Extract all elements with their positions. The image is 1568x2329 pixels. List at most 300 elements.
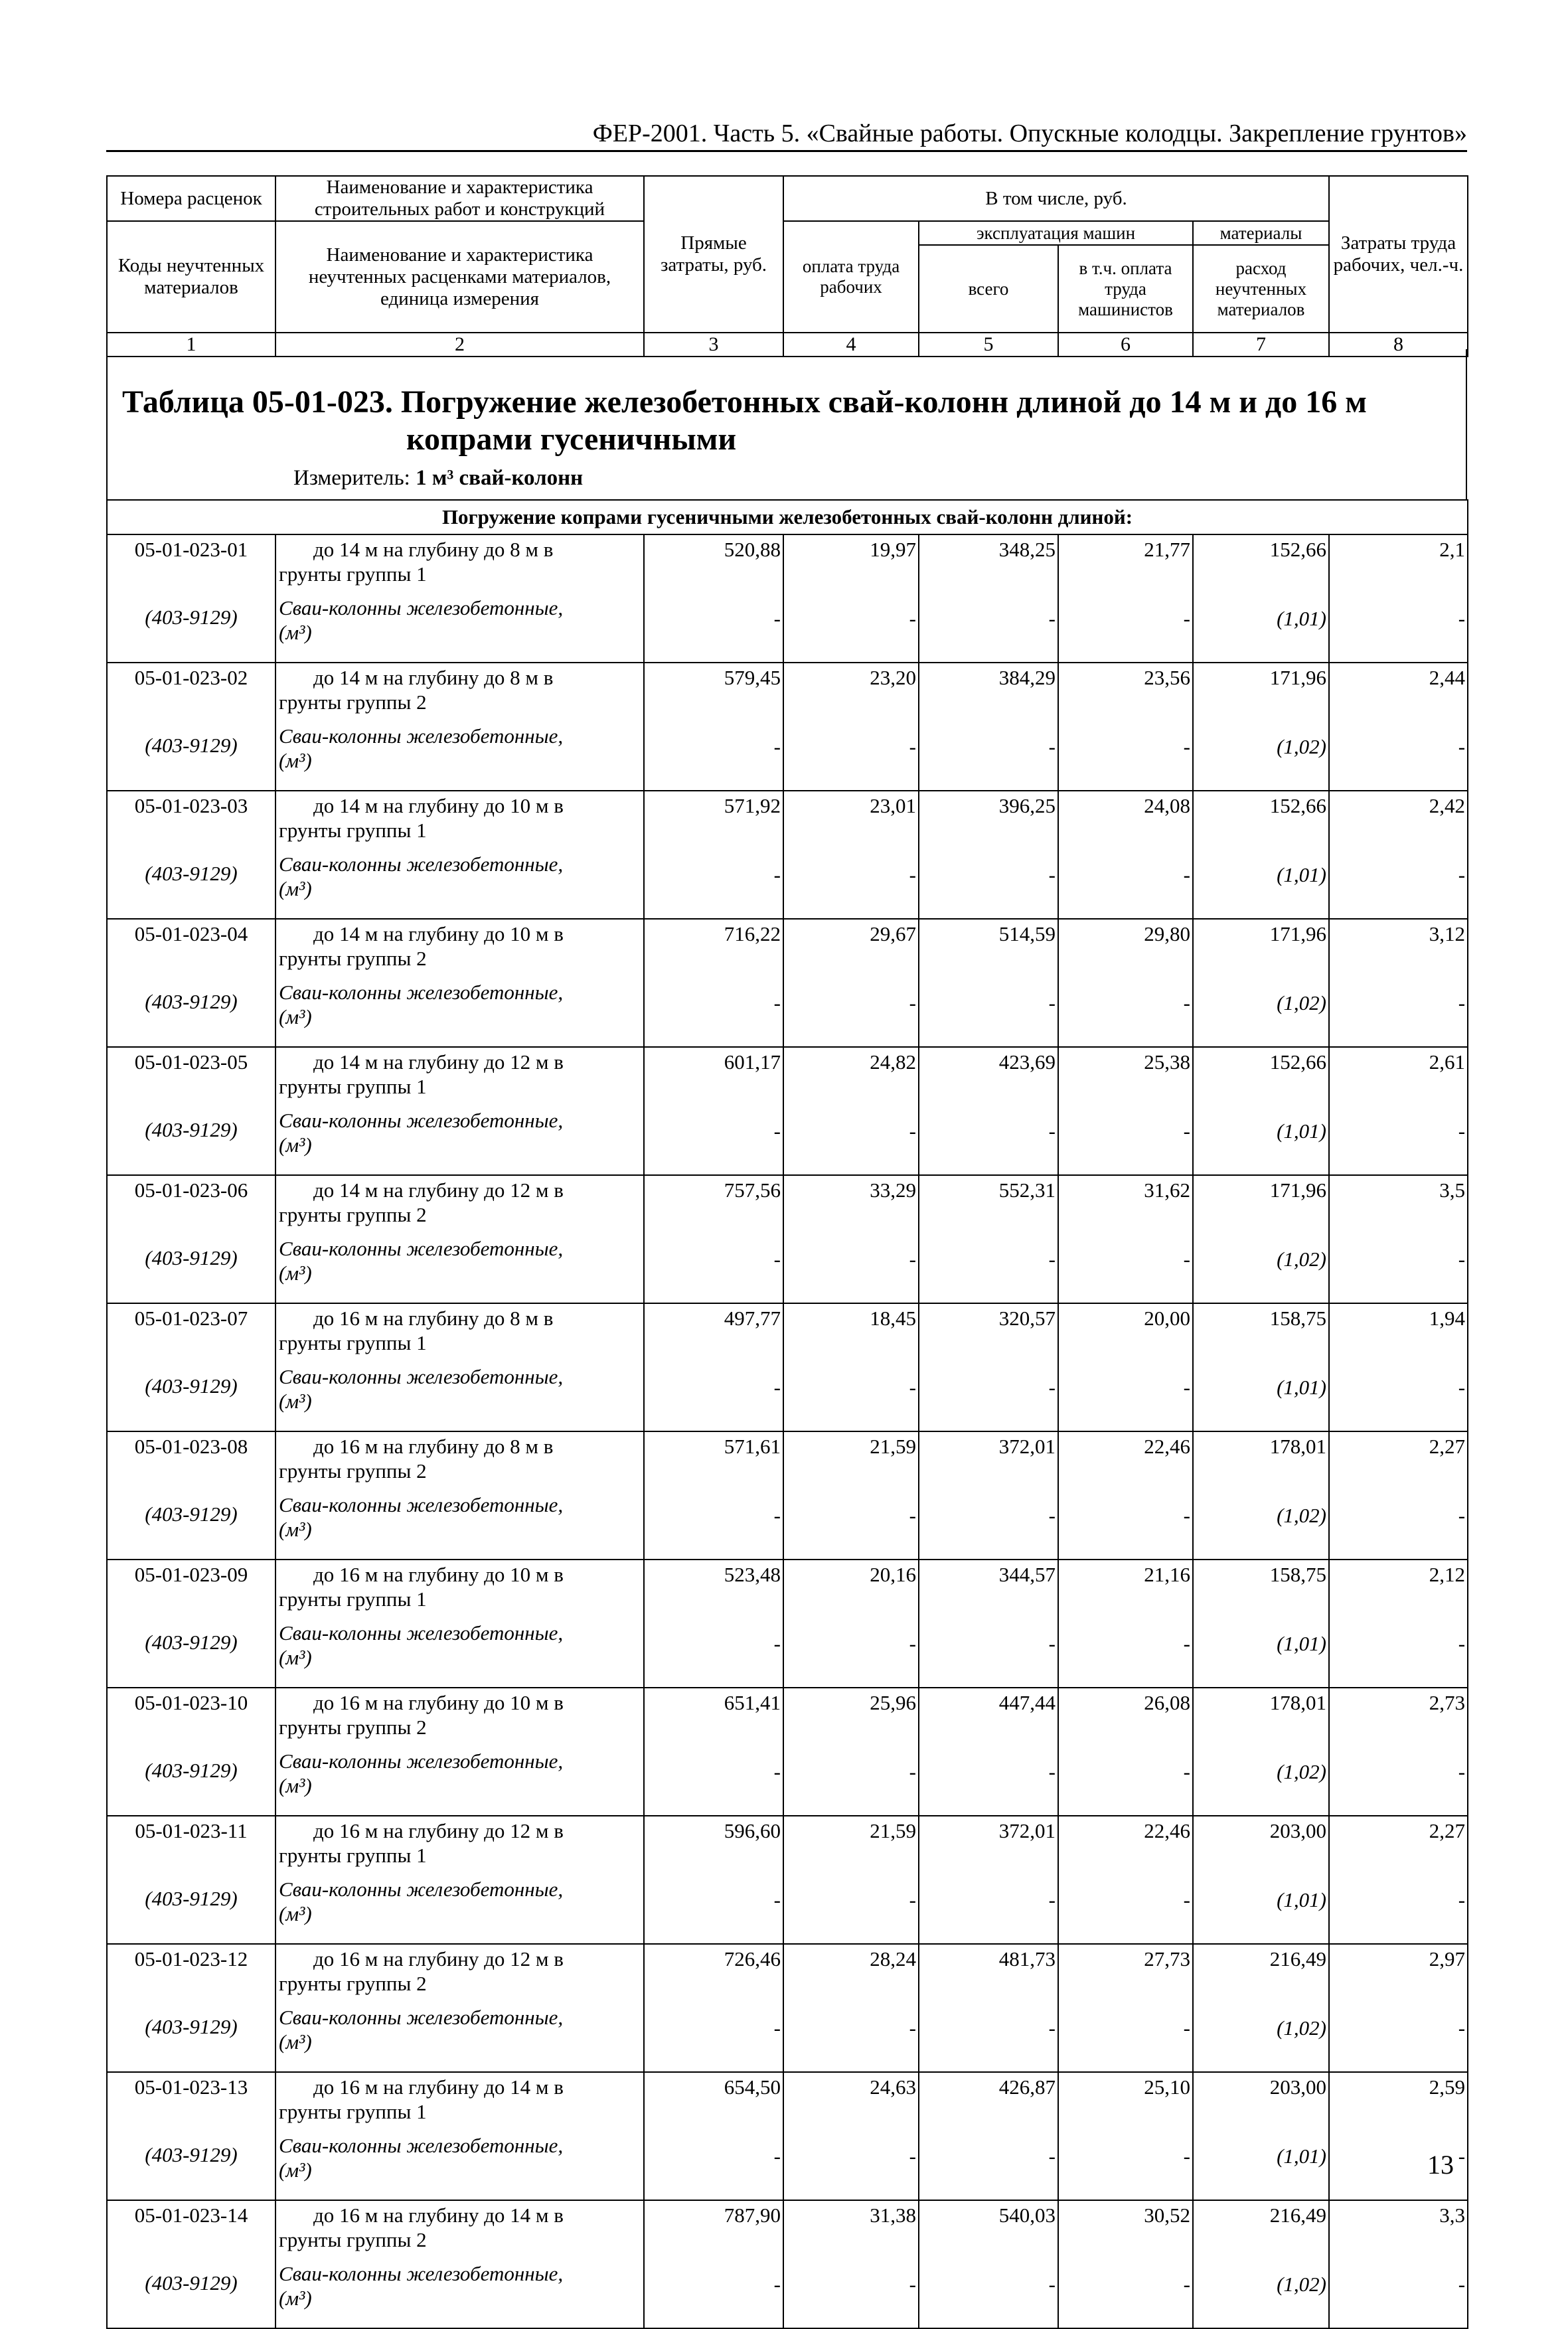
work-name [275, 2072, 644, 2128]
material-name [275, 975, 644, 1047]
header-group: В том числе, руб. [783, 176, 1329, 221]
machines-total: 540,03 [919, 2200, 1058, 2256]
table-row [107, 663, 1468, 718]
direct-costs: 787,90 [644, 2200, 783, 2256]
dash: - [919, 1743, 1058, 1816]
material-name [275, 2000, 644, 2072]
material-name [275, 718, 644, 791]
material-code: (403-9129) [107, 1103, 275, 1175]
material-name-line1: Сваи-колонны железобетонные, [279, 1365, 564, 1388]
machinist-wages: 26,08 [1058, 1688, 1193, 1743]
dash: - [644, 1359, 783, 1431]
dash: - [644, 1743, 783, 1816]
work-name-line2: грунты группы 1 [279, 1844, 427, 1867]
materials-cost: 152,66 [1193, 791, 1329, 846]
dash: - [783, 2128, 919, 2200]
material-row [107, 2000, 1468, 2072]
work-name-line1: до 14 м на глубину до 12 м в [313, 1178, 564, 1202]
machines-total: 447,44 [919, 1688, 1058, 1743]
labor-wages: 28,24 [783, 1944, 919, 2000]
dash: - [644, 975, 783, 1047]
material-name-line1: Сваи-колонны железобетонные, [279, 1878, 564, 1901]
material-name-line1: Сваи-колонны железобетонные, [279, 981, 564, 1004]
material-name-line1: Сваи-колонны железобетонные, [279, 596, 564, 619]
labor-hours: 3,5 [1329, 1175, 1468, 1231]
material-row [107, 1615, 1468, 1688]
column-number: 1 [107, 333, 275, 357]
work-name-line1: до 16 м на глубину до 8 м в [313, 1435, 554, 1458]
material-name [275, 2128, 644, 2200]
rate-code: 05-01-023-05 [107, 1047, 275, 1103]
material-code: (403-9129) [107, 1615, 275, 1688]
table-title-block [106, 349, 1467, 499]
dash: - [1329, 1743, 1468, 1816]
direct-costs: 571,92 [644, 791, 783, 846]
work-name-line1: до 16 м на глубину до 10 м в [313, 1563, 564, 1586]
dash: - [1329, 1231, 1468, 1303]
direct-costs: 520,88 [644, 534, 783, 590]
section-title: Погружение копрами гусеничными железобетонных свай-колонн длиной: [107, 500, 1468, 534]
machines-total: 372,01 [919, 1431, 1058, 1487]
machinist-wages: 22,46 [1058, 1816, 1193, 1872]
dash: - [1058, 1231, 1193, 1303]
dash: - [644, 590, 783, 663]
table-row [107, 2200, 1468, 2256]
material-name [275, 1487, 644, 1560]
material-quantity: (1,01) [1193, 1872, 1329, 1944]
materials-cost: 171,96 [1193, 663, 1329, 718]
machinist-wages: 29,80 [1058, 919, 1193, 975]
dash: - [783, 846, 919, 919]
rate-code: 05-01-023-04 [107, 919, 275, 975]
machines-total: 348,25 [919, 534, 1058, 590]
material-row [107, 1487, 1468, 1560]
materials-cost: 178,01 [1193, 1431, 1329, 1487]
work-name-line2: грунты группы 1 [279, 1075, 427, 1098]
work-name [275, 1816, 644, 1872]
material-row [107, 1359, 1468, 1431]
machines-total: 426,87 [919, 2072, 1058, 2128]
dash: - [644, 2256, 783, 2328]
rate-code: 05-01-023-07 [107, 1303, 275, 1359]
direct-costs: 726,46 [644, 1944, 783, 2000]
material-code: (403-9129) [107, 2128, 275, 2200]
machinist-wages: 27,73 [1058, 1944, 1193, 2000]
materials-cost: 171,96 [1193, 919, 1329, 975]
dash: - [783, 975, 919, 1047]
labor-hours: 2,61 [1329, 1047, 1468, 1103]
work-name [275, 1303, 644, 1359]
labor-wages: 33,29 [783, 1175, 919, 1231]
material-name [275, 1231, 644, 1303]
material-unit: (м³) [279, 1774, 312, 1797]
dash: - [644, 2000, 783, 2072]
work-name [275, 1944, 644, 2000]
material-unit: (м³) [279, 1518, 312, 1541]
material-unit: (м³) [279, 749, 312, 772]
material-name-line1: Сваи-колонны железобетонные, [279, 1621, 564, 1645]
machines-total: 320,57 [919, 1303, 1058, 1359]
labor-wages: 20,16 [783, 1560, 919, 1615]
work-name-line2: грунты группы 1 [279, 562, 427, 586]
rate-code: 05-01-023-09 [107, 1560, 275, 1615]
dash: - [919, 590, 1058, 663]
dash: - [644, 1231, 783, 1303]
labor-wages: 23,20 [783, 663, 919, 718]
material-name-line1: Сваи-колонны железобетонные, [279, 1109, 564, 1132]
dash: - [1058, 2000, 1193, 2072]
materials-cost: 216,49 [1193, 2200, 1329, 2256]
dash: - [783, 1103, 919, 1175]
dash: - [1058, 975, 1193, 1047]
table-row [107, 1688, 1468, 1743]
dash: - [1058, 1743, 1193, 1816]
material-name-line1: Сваи-колонны железобетонные, [279, 852, 564, 876]
material-unit: (м³) [279, 1646, 312, 1669]
dash: - [644, 846, 783, 919]
material-code: (403-9129) [107, 590, 275, 663]
column-number: 2 [275, 333, 644, 357]
rate-code: 05-01-023-06 [107, 1175, 275, 1231]
work-name-line2: грунты группы 1 [279, 1587, 427, 1611]
labor-hours: 2,44 [1329, 663, 1468, 718]
material-row [107, 1103, 1468, 1175]
labor-wages: 19,97 [783, 534, 919, 590]
dash: - [919, 1615, 1058, 1688]
material-name [275, 846, 644, 919]
column-number: 8 [1329, 333, 1468, 357]
labor-hours: 3,3 [1329, 2200, 1468, 2256]
material-unit: (м³) [279, 1390, 312, 1413]
material-unit: (м³) [279, 2158, 312, 2182]
table-row [107, 2072, 1468, 2128]
material-name [275, 590, 644, 663]
work-name-line1: до 14 м на глубину до 8 м в [313, 538, 554, 561]
direct-costs: 601,17 [644, 1047, 783, 1103]
work-name [275, 534, 644, 590]
direct-costs: 716,22 [644, 919, 783, 975]
machines-total: 344,57 [919, 1560, 1058, 1615]
header-col1-bottom: Коды неучтенных материалов [107, 221, 275, 333]
work-name-line1: до 16 м на глубину до 12 м в [313, 1947, 564, 1970]
dash: - [1058, 1103, 1193, 1175]
work-name-line2: грунты группы 2 [279, 1459, 427, 1483]
machines-total: 552,31 [919, 1175, 1058, 1231]
work-name [275, 791, 644, 846]
materials-cost: 178,01 [1193, 1688, 1329, 1743]
machinist-wages: 21,77 [1058, 534, 1193, 590]
table-row [107, 1431, 1468, 1487]
material-unit: (м³) [279, 1902, 312, 1925]
work-name [275, 1560, 644, 1615]
labor-wages: 21,59 [783, 1431, 919, 1487]
work-name-line2: грунты группы 2 [279, 947, 427, 970]
table-row [107, 1816, 1468, 1872]
materials-cost: 158,75 [1193, 1303, 1329, 1359]
material-code: (403-9129) [107, 2256, 275, 2328]
material-unit: (м³) [279, 621, 312, 644]
machinist-wages: 30,52 [1058, 2200, 1193, 2256]
dash: - [1058, 1359, 1193, 1431]
direct-costs: 654,50 [644, 2072, 783, 2128]
dash: - [919, 718, 1058, 791]
column-number: 3 [644, 333, 783, 357]
work-name-line1: до 16 м на глубину до 14 м в [313, 2204, 564, 2227]
material-row [107, 975, 1468, 1047]
dash: - [644, 2128, 783, 2200]
header-col1-top: Номера расценок [107, 176, 275, 221]
table-row [107, 1175, 1468, 1231]
labor-wages: 21,59 [783, 1816, 919, 1872]
table-row [107, 1560, 1468, 1615]
material-quantity: (1,02) [1193, 1487, 1329, 1560]
dash: - [783, 590, 919, 663]
material-quantity: (1,02) [1193, 2000, 1329, 2072]
dash: - [1329, 846, 1468, 919]
dash: - [783, 1872, 919, 1944]
dash: - [1329, 1872, 1468, 1944]
work-name [275, 2200, 644, 2256]
material-quantity: (1,01) [1193, 1615, 1329, 1688]
material-row [107, 1872, 1468, 1944]
rate-code: 05-01-023-02 [107, 663, 275, 718]
dash: - [783, 1231, 919, 1303]
material-quantity: (1,02) [1193, 1743, 1329, 1816]
page-number: 13 [1427, 2150, 1454, 2180]
material-code: (403-9129) [107, 718, 275, 791]
direct-costs: 523,48 [644, 1560, 783, 1615]
material-quantity: (1,01) [1193, 846, 1329, 919]
header-rule [106, 150, 1467, 152]
work-name-line1: до 14 м на глубину до 8 м в [313, 666, 554, 689]
material-unit: (м³) [279, 1005, 312, 1028]
work-name-line1: до 16 м на глубину до 10 м в [313, 1691, 564, 1714]
table-row [107, 791, 1468, 846]
header-machines: эксплуатация машин [919, 221, 1193, 245]
materials-cost: 171,96 [1193, 1175, 1329, 1231]
dash: - [919, 846, 1058, 919]
direct-costs: 579,45 [644, 663, 783, 718]
dash: - [919, 1231, 1058, 1303]
table-row [107, 1303, 1468, 1359]
material-quantity: (1,01) [1193, 2128, 1329, 2200]
materials-cost: 203,00 [1193, 2072, 1329, 2128]
dash: - [783, 2000, 919, 2072]
material-code: (403-9129) [107, 1743, 275, 1816]
dash: - [1058, 590, 1193, 663]
material-row [107, 2256, 1468, 2328]
machinist-wages: 20,00 [1058, 1303, 1193, 1359]
labor-hours: 2,27 [1329, 1431, 1468, 1487]
dash: - [1329, 1359, 1468, 1431]
material-quantity: (1,01) [1193, 590, 1329, 663]
work-name [275, 1431, 644, 1487]
material-row [107, 1743, 1468, 1816]
material-row [107, 590, 1468, 663]
direct-costs: 596,60 [644, 1816, 783, 1872]
material-unit: (м³) [279, 2287, 312, 2310]
labor-hours: 2,1 [1329, 534, 1468, 590]
machinist-wages: 23,56 [1058, 663, 1193, 718]
column-number: 5 [919, 333, 1058, 357]
direct-costs: 651,41 [644, 1688, 783, 1743]
labor-wages: 24,63 [783, 2072, 919, 2128]
measure-value: 1 м³ свай-колонн [416, 466, 584, 490]
materials-cost: 152,66 [1193, 534, 1329, 590]
column-number: 4 [783, 333, 919, 357]
material-unit: (м³) [279, 2030, 312, 2053]
rate-code: 05-01-023-14 [107, 2200, 275, 2256]
rate-code: 05-01-023-08 [107, 1431, 275, 1487]
dash: - [1058, 2256, 1193, 2328]
direct-costs: 757,56 [644, 1175, 783, 1231]
labor-wages: 24,82 [783, 1047, 919, 1103]
dash: - [783, 718, 919, 791]
machines-total: 372,01 [919, 1816, 1058, 1872]
material-quantity: (1,01) [1193, 1359, 1329, 1431]
material-row [107, 718, 1468, 791]
dash: - [1058, 1872, 1193, 1944]
dash: - [783, 1743, 919, 1816]
materials-cost: 158,75 [1193, 1560, 1329, 1615]
material-code: (403-9129) [107, 1487, 275, 1560]
dash: - [1329, 1487, 1468, 1560]
material-name-line1: Сваи-колонны железобетонные, [279, 1749, 564, 1773]
dash: - [919, 2128, 1058, 2200]
work-name-line2: грунты группы 2 [279, 2228, 427, 2251]
measure-unit [293, 465, 583, 491]
header-col2-bottom: Наименование и характеристика неучтенных расценками материалов, единица измерения [275, 221, 644, 333]
material-unit: (м³) [279, 877, 312, 900]
running-header: ФЕР-2001. Часть 5. «Свайные работы. Опускные колодцы. Закрепление грунтов» [592, 120, 1467, 147]
machines-total: 481,73 [919, 1944, 1058, 2000]
header-col4: оплата труда рабочих [783, 221, 919, 333]
material-quantity: (1,02) [1193, 975, 1329, 1047]
dash: - [1329, 1615, 1468, 1688]
labor-hours: 1,94 [1329, 1303, 1468, 1359]
header-col7: расход неучтенных материалов [1193, 245, 1329, 333]
dash: - [644, 1872, 783, 1944]
labor-hours: 2,27 [1329, 1816, 1468, 1872]
work-name-line1: до 16 м на глубину до 12 м в [313, 1819, 564, 1842]
dash: - [1329, 718, 1468, 791]
work-name [275, 663, 644, 718]
labor-wages: 25,96 [783, 1688, 919, 1743]
machines-total: 423,69 [919, 1047, 1058, 1103]
material-name-line1: Сваи-колонны железобетонные, [279, 2006, 564, 2029]
work-name [275, 1047, 644, 1103]
work-name-line1: до 14 м на глубину до 10 м в [313, 794, 564, 817]
material-name-line1: Сваи-колонны железобетонные, [279, 1237, 564, 1260]
work-name-line1: до 14 м на глубину до 12 м в [313, 1050, 564, 1074]
work-name-line2: грунты группы 1 [279, 2100, 427, 2123]
labor-wages: 29,67 [783, 919, 919, 975]
material-code: (403-9129) [107, 846, 275, 919]
work-name-line2: грунты группы 1 [279, 819, 427, 842]
material-unit: (м³) [279, 1133, 312, 1157]
machines-total: 396,25 [919, 791, 1058, 846]
table-row [107, 534, 1468, 590]
material-quantity: (1,01) [1193, 1103, 1329, 1175]
labor-hours: 2,42 [1329, 791, 1468, 846]
labor-hours: 3,12 [1329, 919, 1468, 975]
material-unit: (м³) [279, 1261, 312, 1285]
dash: - [1329, 2128, 1468, 2200]
measure-label: Измеритель: [293, 466, 416, 490]
material-code: (403-9129) [107, 2000, 275, 2072]
labor-wages: 18,45 [783, 1303, 919, 1359]
direct-costs: 497,77 [644, 1303, 783, 1359]
labor-wages: 31,38 [783, 2200, 919, 2256]
header-materials: материалы [1193, 221, 1329, 245]
dash: - [1058, 1615, 1193, 1688]
work-name [275, 1688, 644, 1743]
work-name-line2: грунты группы 1 [279, 1331, 427, 1354]
material-code: (403-9129) [107, 1359, 275, 1431]
dash: - [1329, 2256, 1468, 2328]
dash: - [919, 1872, 1058, 1944]
dash: - [1058, 846, 1193, 919]
material-quantity: (1,02) [1193, 718, 1329, 791]
material-name-line1: Сваи-колонны железобетонные, [279, 1493, 564, 1516]
labor-hours: 2,73 [1329, 1688, 1468, 1743]
labor-hours: 2,59 [1329, 2072, 1468, 2128]
material-name [275, 1872, 644, 1944]
materials-cost: 152,66 [1193, 1047, 1329, 1103]
labor-wages: 23,01 [783, 791, 919, 846]
direct-costs: 571,61 [644, 1431, 783, 1487]
machinist-wages: 31,62 [1058, 1175, 1193, 1231]
rate-code: 05-01-023-10 [107, 1688, 275, 1743]
dash: - [919, 1487, 1058, 1560]
work-name-line2: грунты группы 2 [279, 1203, 427, 1226]
header-col5: всего [919, 245, 1058, 333]
rate-code: 05-01-023-03 [107, 791, 275, 846]
column-number: 6 [1058, 333, 1193, 357]
machines-total: 384,29 [919, 663, 1058, 718]
dash: - [783, 1487, 919, 1560]
dash: - [1329, 590, 1468, 663]
rate-code: 05-01-023-12 [107, 1944, 275, 2000]
work-name-line1: до 16 м на глубину до 8 м в [313, 1307, 554, 1330]
machinist-wages: 25,10 [1058, 2072, 1193, 2128]
dash: - [644, 1615, 783, 1688]
work-name-line2: грунты группы 2 [279, 1972, 427, 1995]
work-name-line1: до 14 м на глубину до 10 м в [313, 922, 564, 945]
table-title-line2: копрами гусеничными [406, 422, 737, 457]
dash: - [1058, 1487, 1193, 1560]
dash: - [1329, 1103, 1468, 1175]
machines-total: 514,59 [919, 919, 1058, 975]
header-col3: Прямые затраты, руб. [644, 176, 783, 333]
labor-hours: 2,97 [1329, 1944, 1468, 2000]
material-name [275, 1615, 644, 1688]
dash: - [1329, 2000, 1468, 2072]
table-row [107, 1944, 1468, 2000]
materials-cost: 203,00 [1193, 1816, 1329, 1872]
table-row [107, 1047, 1468, 1103]
material-row [107, 2128, 1468, 2200]
materials-cost: 216,49 [1193, 1944, 1329, 2000]
dash: - [1329, 975, 1468, 1047]
material-name [275, 1359, 644, 1431]
material-quantity: (1,02) [1193, 2256, 1329, 2328]
header-col6: в т.ч. оплата труда машинистов [1058, 245, 1193, 333]
machinist-wages: 21,16 [1058, 1560, 1193, 1615]
dash: - [644, 718, 783, 791]
column-number: 7 [1193, 333, 1329, 357]
work-name [275, 919, 644, 975]
